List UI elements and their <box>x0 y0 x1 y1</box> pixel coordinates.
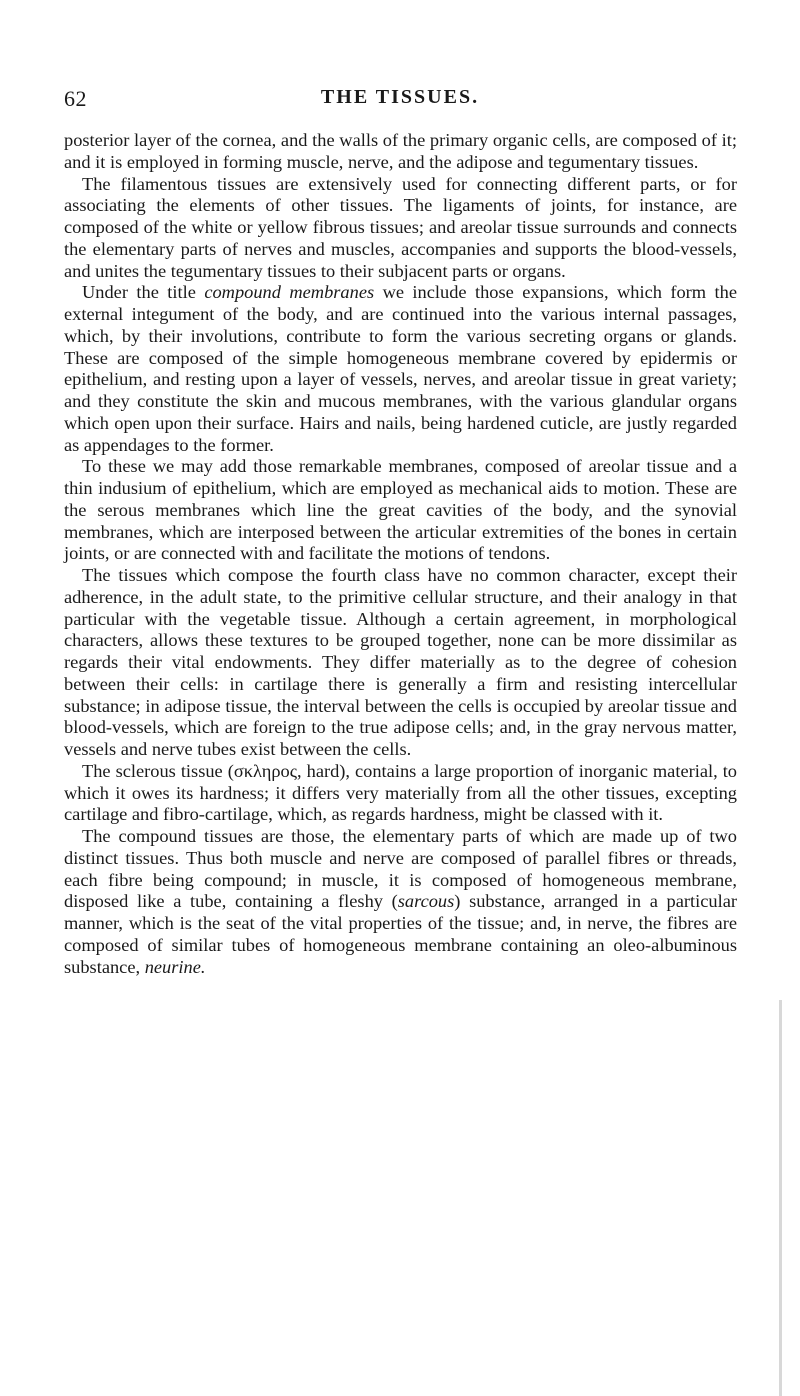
body-text <box>64 130 737 978</box>
page-number: 62 <box>64 86 87 111</box>
emphasis-term: compound membranes <box>204 282 375 303</box>
paragraph: posterior layer of the cornea, and the walls of the primary organic cells, are composed of it; and it is employed in forming muscle, nerve, and the adipose and tegumentary tissues. <box>64 130 737 172</box>
running-head: THE TISSUES. <box>320 86 480 108</box>
paragraph-text: ) substance, arranged in a particular manner, which is the seat of the vital properties of the tissue; and, in nerve, the fibres are composed of similar tubes of homogeneous membrane containing an oleo-albuminous substance, <box>64 891 737 977</box>
paragraph: To these we may add those remarkable membranes, composed of areolar tissue and a thin indusium of epithelium, which are employed as mechanical aids to motion. These are the serous membranes which line the great cavities of the body, and the synovial membranes, which are interposed between the articular extremities of the bones in certain joints, or are connected with and facilitate the motions of tendons. <box>64 456 737 564</box>
emphasis-term: sarcous <box>397 891 455 912</box>
emphasis-term: neurine. <box>144 956 206 977</box>
paragraph-text: we include those expansions, which form the external integument of the body, and are continued into the various internal passages, which, by their involutions, contribute to form the various secreting organs or glands. These are composed of the simple homogeneous membrane covered by epidermis or epithelium, and resting upon a layer of vessels, nerves, and areolar tissue in great variety; and they constitute the skin and mucous membranes, with the various glandular organs which open upon their surface. Hairs and nails, being hardened cuticle, are justly regarded as appendages to the former. <box>64 282 737 455</box>
paragraph-text: Under the title <box>82 282 205 303</box>
paragraph <box>64 826 737 978</box>
paragraph-text: The compound tissues are those, the elementary parts of which are made up of two distinct tissues. Thus both muscle and nerve are composed of parallel fibres or threads, each fibre being compound; in muscle, it is composed of homogeneous membrane, disposed like a tube, containing a fleshy ( <box>64 826 737 912</box>
page-header <box>64 86 736 114</box>
page-edge-shadow <box>779 1000 782 1396</box>
paragraph: The filamentous tissues are extensively used for connecting different parts, or for associating the elements of other tissues. The ligaments of joints, for instance, are composed of the white or yellow fibrous tissues; and areolar tissue surrounds and connects the elementary parts of nerves and muscles, accompanies and supports the blood-vessels, and unites the tegumentary tissues to their subjacent parts or organs. <box>64 173 737 281</box>
paragraph: The tissues which compose the fourth class have no common character, except their adherence, in the adult state, to the primitive cellular structure, and their analogy in that particular with the vegetable tissue. Although a certain agreement, in morphological characters, allows these textures to be grouped together, none can be more dissimilar as regards their vital endowments. They differ materially as to the degree of cohesion between their cells: in cartilage there is generally a firm and resisting intercellular substance; in adipose tissue, the interval between the cells is occupied by areolar tissue and blood-vessels, which are foreign to the true adipose cells; and, in the gray nervous matter, vessels and nerve tubes exist between the cells. <box>64 565 737 759</box>
paragraph <box>64 282 737 456</box>
paragraph: The sclerous tissue (σκληρος, hard), contains a large proportion of inorganic material, to which it owes its hardness; it differs very materially from all the other tissues, excepting cartilage and fibro-cartilage, which, as regards hardness, might be classed with it. <box>64 760 737 825</box>
